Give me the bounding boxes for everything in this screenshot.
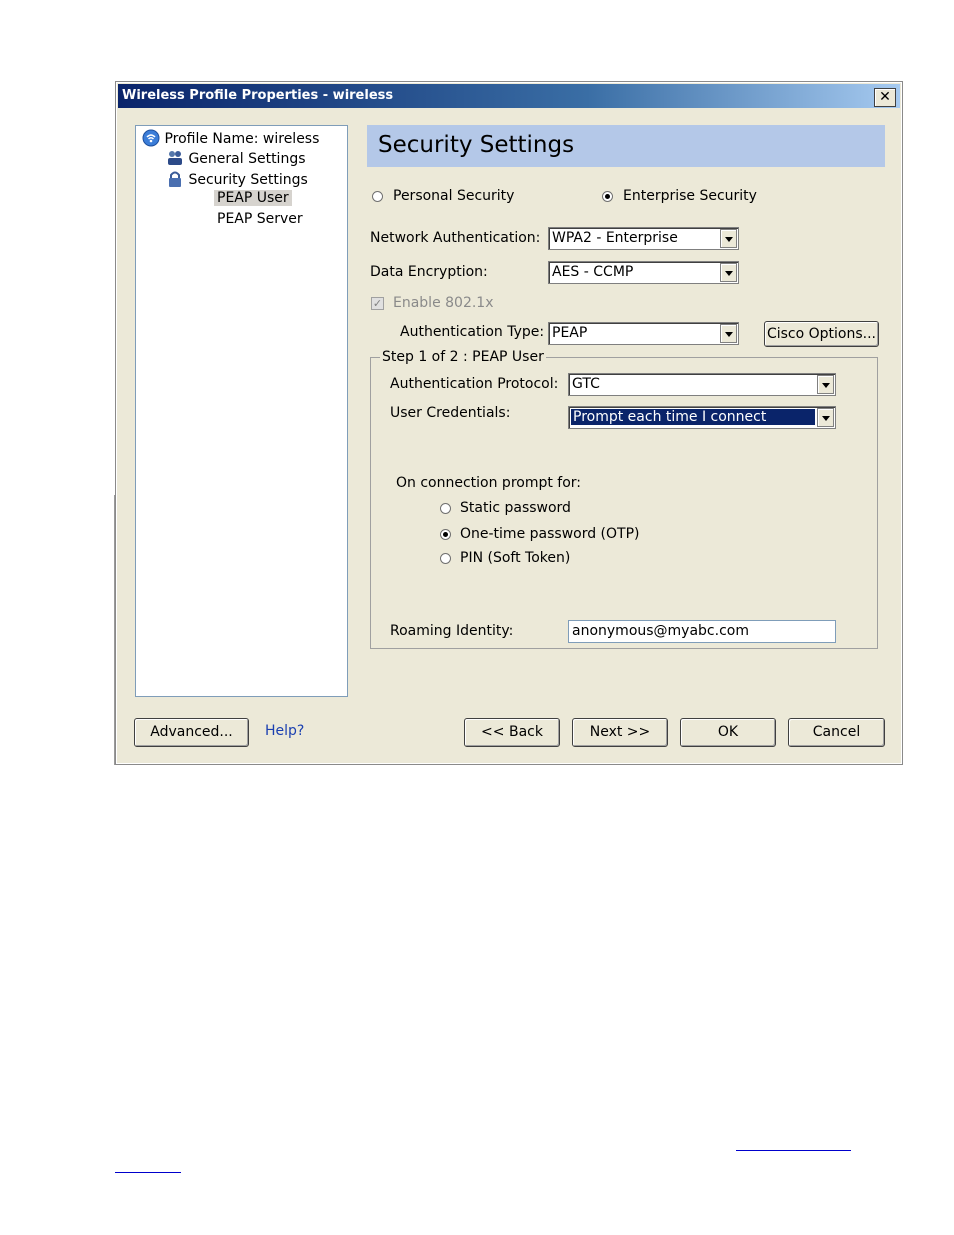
pin-radio[interactable] [440,553,451,564]
data-encryption-label: Data Encryption: [370,264,488,280]
network-auth-value: WPA2 - Enterprise [552,230,678,246]
page-title: Security Settings [378,132,575,158]
data-encryption-select[interactable] [548,261,739,284]
personal-security-label: Personal Security [393,188,515,204]
auth-protocol-value: GTC [572,376,600,392]
static-password-radio[interactable] [440,503,451,514]
static-password-label: Static password [460,500,571,516]
otp-label: One-time password (OTP) [460,526,640,542]
user-credentials-select[interactable] [568,406,836,429]
otp-radio[interactable] [440,529,451,540]
tree-item-label: Security Settings [188,172,308,188]
personal-security-radio[interactable] [372,191,383,202]
chevron-down-icon[interactable] [720,263,737,282]
settings-tree [135,125,348,697]
window-title: Wireless Profile Properties - wireless [122,88,394,103]
cancel-button[interactable]: Cancel [788,718,885,747]
network-auth-label: Network Authentication: [370,230,541,246]
tree-item-general-settings[interactable] [166,149,306,167]
window-edge-line [114,495,115,765]
tree-item-label: Profile Name: wireless [164,131,320,147]
close-icon: ✕ [879,89,891,105]
enable-8021x-checkbox[interactable]: ✓ [372,297,383,310]
roaming-identity-value: anonymous@myabc.com [572,623,749,639]
roaming-identity-label: Roaming Identity: [390,623,514,639]
chevron-down-icon[interactable] [817,408,834,427]
chevron-down-icon[interactable] [720,324,737,343]
chevron-down-icon[interactable] [817,375,834,394]
auth-protocol-select[interactable] [568,373,836,396]
pin-label: PIN (Soft Token) [460,550,571,566]
users-icon [166,149,184,167]
enterprise-security-radio[interactable] [602,191,613,202]
advanced-button[interactable]: Advanced... [134,718,249,747]
auth-type-label: Authentication Type: [400,324,545,340]
auth-type-select[interactable] [548,322,739,345]
tree-item-label: PEAP Server [217,211,303,227]
user-credentials-value: Prompt each time I connect [571,409,815,425]
tree-item-label: General Settings [188,151,306,167]
tree-item-security-settings[interactable] [166,170,308,188]
user-credentials-label: User Credentials: [390,405,511,421]
network-auth-select[interactable] [548,227,739,250]
chevron-down-icon[interactable] [720,229,737,248]
tree-item-peap-user[interactable] [214,190,292,206]
wireless-profile-icon [142,129,160,147]
page-link-underline[interactable] [115,1172,181,1173]
cisco-options-button[interactable]: Cisco Options... [764,321,879,347]
step-group-title: Step 1 of 2 : PEAP User [382,349,544,365]
ok-button[interactable]: OK [680,718,776,747]
dialog-window [115,81,903,765]
roaming-identity-input[interactable] [568,620,836,643]
title-bar[interactable] [118,84,900,108]
auth-type-value: PEAP [552,325,588,341]
back-button[interactable]: << Back [464,718,560,747]
enable-8021x-label: Enable 802.1x [393,295,494,311]
data-encryption-value: AES - CCMP [552,264,634,280]
tree-item-profile-name[interactable] [142,129,319,147]
page-link-underline[interactable] [736,1150,851,1151]
tree-item-label: PEAP User [214,190,292,206]
next-button[interactable]: Next >> [572,718,668,747]
tree-item-peap-server[interactable] [217,211,303,227]
auth-protocol-label: Authentication Protocol: [390,376,559,392]
close-button[interactable] [874,88,896,107]
help-link[interactable]: Help? [265,723,305,739]
lock-icon [166,170,184,188]
prompt-title: On connection prompt for: [396,475,582,491]
enterprise-security-label: Enterprise Security [623,188,757,204]
section-header [367,125,885,167]
